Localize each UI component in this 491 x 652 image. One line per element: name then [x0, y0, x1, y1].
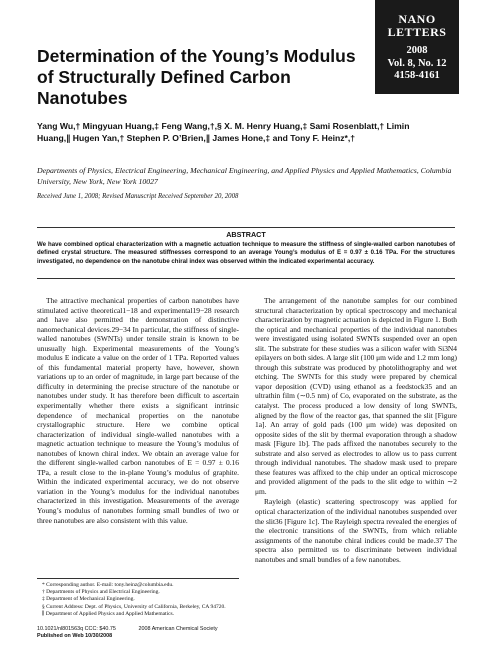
abstract-bottom-rule: [37, 278, 455, 279]
abstract-text: We have combined optical characterization with a magnetic actuation technique to measure the stiffness of single-walled carbon nanotubes of defined crystal structure. The measured stiffnesses correspond to an average Young’s modulus of E = 0.97 ± 0.16 TPa. For the structures investigated, no dependence on the nanotube chiral index was observed within the indicated experimental accuracy.: [37, 241, 455, 265]
affiliation: Departments of Physics, Electrical Engineering, Mechanical Engineering, and Applied Physics and Applied Mathematics, Columbia University, New York, New York 10027: [37, 166, 452, 186]
received-dates: Received June 1, 2008; Revised Manuscript Received September 20, 2008: [37, 193, 239, 200]
page-footer: [37, 626, 457, 640]
footnote: ‡ Department of Mechanical Engineering.: [42, 596, 135, 603]
copyright-text: 2008 American Chemical Society: [138, 626, 218, 632]
journal-pages: 4158-4161: [394, 70, 440, 81]
journal-year: 2008: [406, 45, 428, 56]
doi-text: 10.1021/nl801563q CCC: $40.75: [37, 626, 116, 632]
footnotes: [37, 578, 239, 618]
body-column-left: [37, 296, 239, 525]
body-paragraph: Rayleigh (elastic) scattering spectroscopy was applied for optical characterization of the individual nanotubes suspended over the slit36 [Figure 1c]. The Rayleigh spectra revealed the energies of the electronic transitions of the SWNTs, from which reliable assignments of the nanotube chiral indices could be made.37 The spectra also permitted us to discriminate between individual nanotubes and small bundles of a few nanotubes.: [255, 497, 457, 564]
journal-issue: [375, 45, 459, 83]
paper-title: Determination of the Young’s Modulus of Structurally Defined Carbon Nanotubes: [37, 46, 356, 108]
journal-name: NANO LETTERS: [387, 12, 447, 39]
author-list: Yang Wu,† Mingyuan Huang,‡ Feng Wang,†,§ X. M. Henry Huang,‡ Sami Rosenblatt,† Limin Huang,∥ Hugen Yan,† Stephen P. O’Brien,∥ James Hone,‡ and Tony F. Heinz*,†: [37, 121, 410, 143]
body-column-right: [255, 296, 457, 564]
body-paragraph: The arrangement of the nanotube samples for our combined structural characterization by optical spectroscopy and mechanical characterization by magnetic actuation is depicted in Figure 1. Both the optical and mechanical properties of the individual nanotubes were investigated using isolated SWNTs suspended over an open slit. The substrate for these studies was a silicon wafer with Si3N4 epilayers on both sides. A large slit (100 μm wide and 1.2 mm long) through this substrate was produced by photolithography and wet etching. The SWNTs for this study were prepared by chemical vapor deposition (CVD) using ethanol as a feedstock35 and an ultrathin film (∼0.5 nm) of Co, evaporated on the substrate, as the catalyst. The process produced a low density of long SWNTs, aligned by the flow of the reactor gas, that spanned the slit [Figure 1a]. An array of gold pads (100 μm wide) was deposited on opposite sides of the slit by thermal evaporation through a shadow mask [Figure 1b]. The pads affixed the nanotubes securely to the substrate and also served as electrodes to allow us to pass current through individual nanotubes. The shadow mask used to prepare these features was affixed to the chip under an optical microscope and provided alignment of the pads to the slit edge to within ∼2 μm.: [255, 296, 457, 496]
published-date: Published on Web 10/30/2008: [37, 633, 113, 639]
footnote: * Corresponding author. E-mail: tony.heinz@columbia.edu.: [42, 582, 174, 588]
journal-badge: [375, 0, 459, 94]
abstract-top-rule: [37, 227, 455, 228]
footnote: ∥ Department of Applied Physics and Applied Mathematics.: [42, 610, 175, 617]
abstract-heading: ABSTRACT: [226, 230, 266, 239]
footnote: § Current Address: Dept. of Physics, University of California, Berkeley, CA 94720.: [42, 603, 226, 610]
footnote: † Departments of Physics and Electrical Engineering.: [42, 589, 160, 596]
journal-volume: Vol. 8, No. 12: [387, 57, 447, 69]
body-paragraph: The attractive mechanical properties of carbon nanotubes have stimulated active theoretical1−18 and experimental19−28 research and have also permitted the demonstration of distinctive nanomechanical devices.29−34 In particular, the stiffness of single-walled nanotubes (SWNTs) under tensile strain is known to be unusually high. Experimental measurements of the Young’s modulus E indicate a value on the order of 1 TPa. Reported values of this fundamental material property have, however, shown variations up to an order of magnitude, in large part because of the difficulty in determining the precise structure of the nanotube or nanotubes under study. It has therefore been difficult to ascertain experimentally whether there exists a significant intrinsic dependence of mechanical properties on the nanotube crystallographic structure. Here we combine optical characterization of individual single-walled nanotubes with a magnetic actuation technique to measure the Young’s modulus of nanotubes of known chiral index. We obtain an average value for the different single-walled carbon nanotubes of E = 0.97 ± 0.16 TPa, a result close to the in-plane Young’s modulus of graphite. Within the indicated experimental accuracy, we do not observe variation in the Young’s modulus for the individual nanotubes characterized in this investigation. Measurements of the average Young’s modulus of nanotubes forming small bundles of two or three nanotubes are also consistent with this value.: [37, 296, 239, 525]
